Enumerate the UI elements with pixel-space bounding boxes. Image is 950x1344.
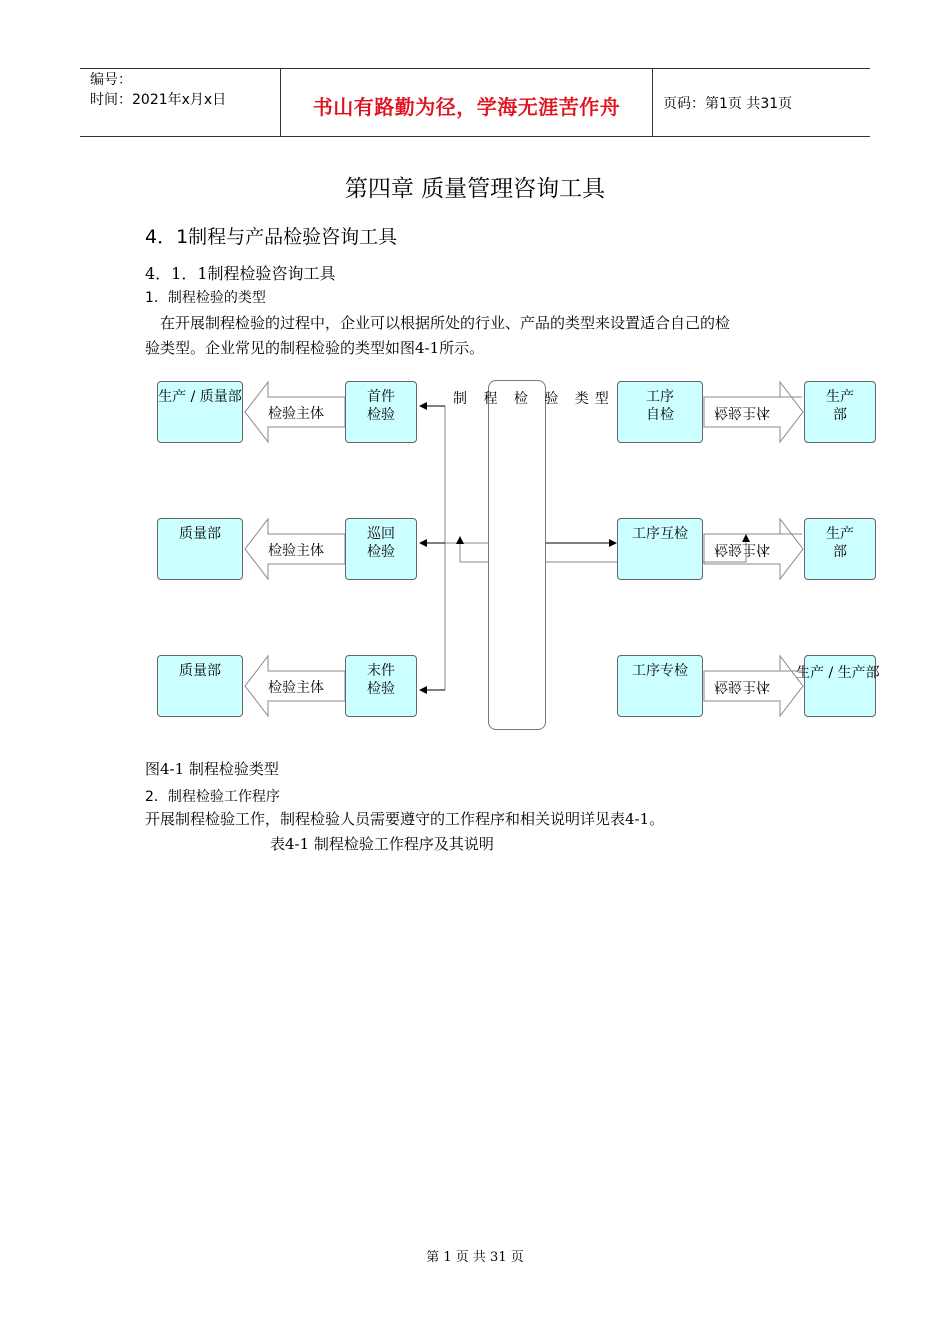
patrol-line1: 巡回 [367, 526, 395, 542]
self-inspection-line1: 工序 [646, 389, 674, 405]
right-arrow-1-label [714, 403, 770, 423]
last-piece-line1: 末件 [367, 663, 395, 679]
first-piece-line2: 检验 [367, 407, 395, 423]
left-owner-1-label: 生产 / 质量部 [158, 389, 242, 405]
right-owner-1-line2: 部 [833, 407, 847, 423]
patrol-line2: 检验 [367, 544, 395, 560]
paragraph1-line1: 在开展制程检验的过程中，企业可以根据所处的行业、产品的类型来设置适合自己的检 [160, 314, 731, 332]
left-arrow-2-label: 检验主体 [268, 543, 324, 559]
mutual-inspection-box [617, 518, 703, 580]
right-arrow-2-label [714, 540, 770, 560]
first-piece-inspection-box [345, 381, 417, 443]
right-owner-2 [804, 518, 876, 580]
subsection-title: 4．1．1制程检验咨询工具 [145, 264, 336, 283]
first-piece-line1: 首件 [367, 389, 395, 405]
self-inspection-line2: 自检 [646, 407, 674, 423]
section-title: 4．1制程与产品检验咨询工具 [145, 226, 398, 248]
left-arrow-3-label: 检验主体 [268, 680, 324, 696]
right-arrow-3-label [714, 677, 770, 697]
left-arrow-1-label: 检验主体 [268, 406, 324, 422]
right-owner-1 [804, 381, 876, 443]
right-owner-2-line1: 生产 [826, 526, 854, 542]
item1-title: 1．制程检验的类型 [145, 290, 266, 306]
figure-caption: 图4-1 制程检验类型 [145, 760, 279, 778]
special-inspection-line1: 工序专检 [632, 663, 688, 679]
left-owner-1 [157, 381, 243, 443]
document-header [80, 68, 870, 137]
process-inspection-diagram [140, 370, 900, 750]
right-arrow-3-text: 检验主体 [714, 678, 770, 694]
last-piece-line2: 检验 [367, 681, 395, 697]
document-number-label: 编号： [90, 72, 132, 88]
right-owner-1-line1: 生产 [826, 389, 854, 405]
left-owner-2-label: 质量部 [179, 526, 221, 542]
right-owner-3-label: 生产 / 生产部 [796, 665, 880, 681]
left-owner-2 [157, 518, 243, 580]
last-piece-inspection-box [345, 655, 417, 717]
header-page-cell [653, 69, 870, 136]
chapter-title: 第四章 质量管理咨询工具 [344, 176, 606, 202]
motto-text: 书山有路勤为径，学海无涯苦作舟 [312, 95, 621, 119]
self-inspection-box [617, 381, 703, 443]
mutual-inspection-line1: 工序互检 [632, 526, 688, 542]
document-time-label: 时间：2021年x月x日 [90, 92, 227, 108]
patrol-inspection-box [345, 518, 417, 580]
paragraph2: 开展制程检验工作，制程检验人员需要遵守的工作程序和相关说明详见表4-1。 [145, 810, 665, 828]
right-arrow-2-text: 检验主体 [714, 541, 770, 557]
left-owner-3 [157, 655, 243, 717]
right-owner-2-line2: 部 [833, 544, 847, 560]
page-footer: 第 1 页 共 31 页 [426, 1250, 524, 1265]
center-column [488, 380, 546, 730]
header-meta-cell [80, 69, 281, 136]
paragraph1-line2: 验类型。企业常见的制程检验的类型如图4-1所示。 [145, 339, 485, 357]
item2-title: 2．制程检验工作程序 [145, 789, 280, 805]
table-caption: 表4-1 制程检验工作程序及其说明 [270, 835, 494, 853]
left-owner-3-label: 质量部 [179, 663, 221, 679]
center-title: 制 程 检 验 类型 [453, 391, 615, 407]
right-arrow-1-text: 检验主体 [714, 404, 770, 420]
special-inspection-box [617, 655, 703, 717]
page-info: 页码：第1页 共31页 [663, 96, 793, 112]
header-motto-cell [281, 69, 653, 136]
